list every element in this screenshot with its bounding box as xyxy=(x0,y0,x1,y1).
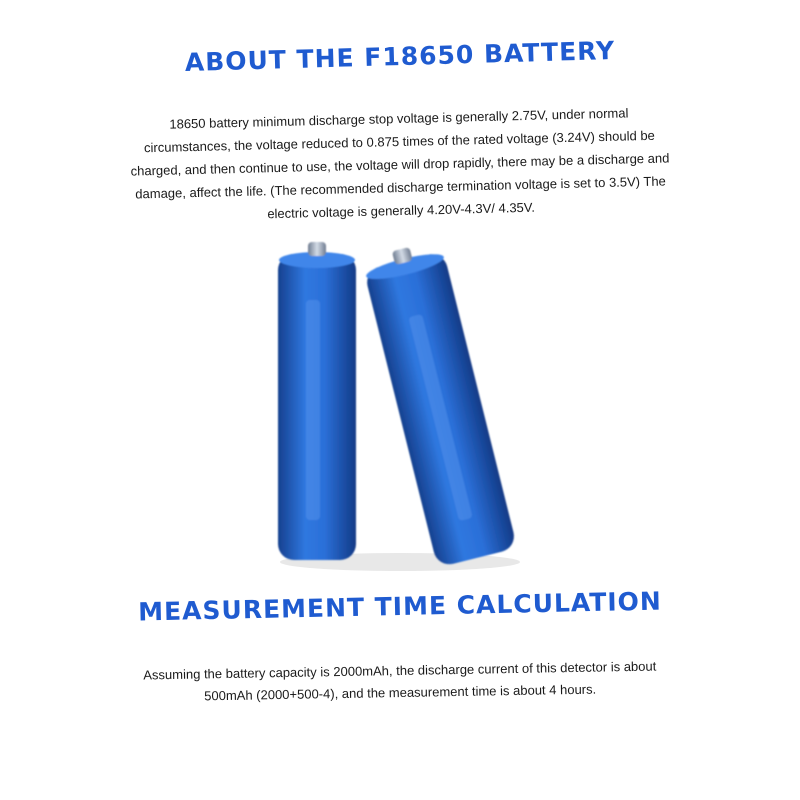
about-line: circumstances, the voltage reduced to 0.875 times of the rated voltage (3.24V) should be xyxy=(143,127,655,156)
battery-right xyxy=(361,240,517,568)
measurement-line: 500mAh (2000+500-4), and the measurement time is about 4 hours. xyxy=(204,681,597,704)
measurement-time-text xyxy=(90,655,711,710)
battery-left xyxy=(278,242,356,560)
about-line: 18650 battery minimum discharge stop voltage is generally 2.75V, under normal xyxy=(169,105,629,132)
battery-pair-image xyxy=(250,240,550,575)
about-battery-heading: ABOUT THE F18650 BATTERY xyxy=(184,35,616,78)
measurement-time-heading: MEASUREMENT TIME CALCULATION xyxy=(137,586,663,627)
about-line: electric voltage is generally 4.20V-4.3V/ 4.35V. xyxy=(267,199,536,222)
measurement-line: Assuming the battery capacity is 2000mAh, the discharge current of this detector is about xyxy=(143,658,657,683)
about-line: charged, and then continue to use, the voltage will drop rapidly, there may be a discharge and xyxy=(130,150,670,179)
about-line: damage, affect the life. (The recommended discharge termination voltage is set to 3.5V) The xyxy=(135,173,666,202)
about-battery-text xyxy=(79,99,722,230)
